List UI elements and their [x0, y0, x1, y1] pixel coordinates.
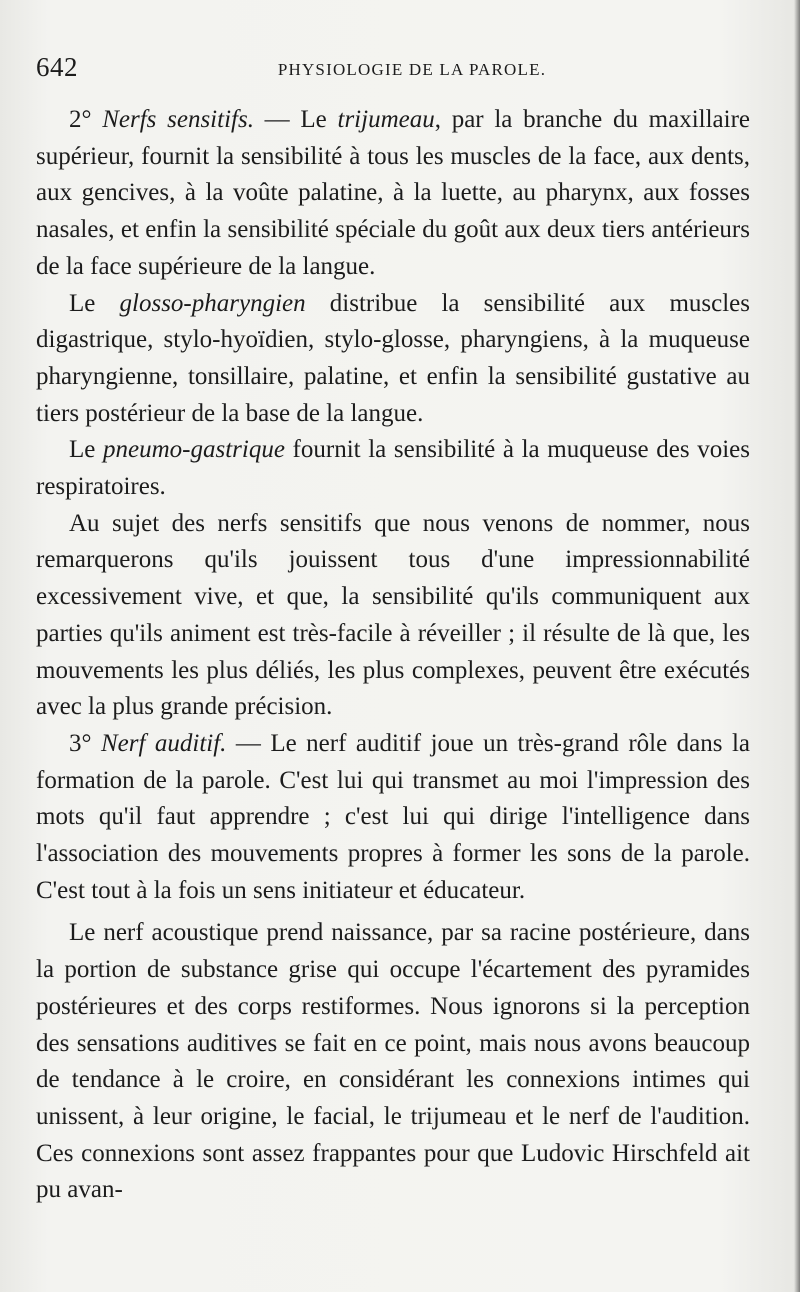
paragraph-nerf-auditif [36, 726, 750, 910]
paragraph-pneumo-gastrique [36, 432, 750, 505]
paragraph-text: Le [69, 436, 103, 464]
paragraph-text: Le nerf acoustique prend naissance, par sa racine postérieure, dans la portion de substance grise qui occupe l'écartement des pyramides postérieures et des corps restiformes. Nous ignorons si la perception des sensations auditives se fait en ce point, mais nous avons beaucoup de tendance à le croire, en considérant les connexions intimes qui unissent, à leur origine, le facial, le trijumeau et le nerf de l'audition. Ces connexions sont assez frappantes pour que Ludovic Hirschfeld ait pu avan- [36, 919, 750, 1204]
paragraph-impressionnabilite [36, 506, 750, 726]
paragraph-text: , par la branche du maxillaire supérieur, fournit la sensibilité à tous les muscles de la face, aux dents, aux gencives, à la voûte palatine, à la luette, au pharynx, aux fosses nasales, et enfin la sensibilité spéciale du goût aux deux tiers antérieurs de la face supérieure de la langue. [36, 106, 751, 280]
page-number: 642 [36, 52, 78, 82]
page-header [36, 52, 748, 88]
paragraph-text: fournit la sensibilité à la muqueuse des voies respiratoires. [36, 436, 750, 501]
paragraph-nerfs-sensitifs [36, 102, 750, 286]
paragraph-nerf-acoustique [36, 915, 750, 1209]
section-number: 2° [69, 106, 103, 133]
paragraph-text: — Le [253, 106, 338, 133]
section-heading: Nerf auditif. [100, 729, 227, 757]
body-text [36, 102, 750, 1209]
running-head: PHYSIOLOGIE DE LA PAROLE. [277, 60, 547, 79]
paragraph-text: — Le nerf auditif joue un très-grand rôle dans la formation de la parole. C'est lui qui transmet au moi l'impression des mots qu'il faut apprendre ; c'est lui qui dirige l'intelligence dans l'association des mouvements propres à former les sons de la parole. C'est tout à la fois un sens initiateur et éducateur. [36, 729, 751, 904]
section-heading: Nerfs sensitifs. [102, 106, 254, 133]
paragraph-text: Au sujet des nerfs sensitifs que nous venons de nommer, nous remarquerons qu'ils jouissent tous d'une impressionnabilité excessivement vive, et que, la sensibilité qu'ils communiquent aux parties qu'ils animent est très-facile à réveiller ; il résulte de là que, les mouvements les plus déliés, les plus complexes, peuvent être exécutés avec la plus grande précision. [36, 509, 750, 721]
paragraph-text: distribue la sensibilité aux muscles digastrique, stylo-hyoïdien, stylo-glosse, pharyngiens, à la muqueuse pharyngienne, tonsillaire, palatine, et enfin la sensibilité gustative au tiers postérieur de la base de la langue. [36, 289, 750, 427]
nerve-name: trijumeau [337, 106, 435, 133]
nerve-name: glosso-pharyngien [119, 289, 306, 317]
paragraph-glosso-pharyngien [36, 286, 750, 433]
nerve-name: pneumo-gastrique [103, 436, 285, 464]
paragraph-text: Le [69, 289, 120, 317]
section-number: 3° [69, 729, 101, 757]
